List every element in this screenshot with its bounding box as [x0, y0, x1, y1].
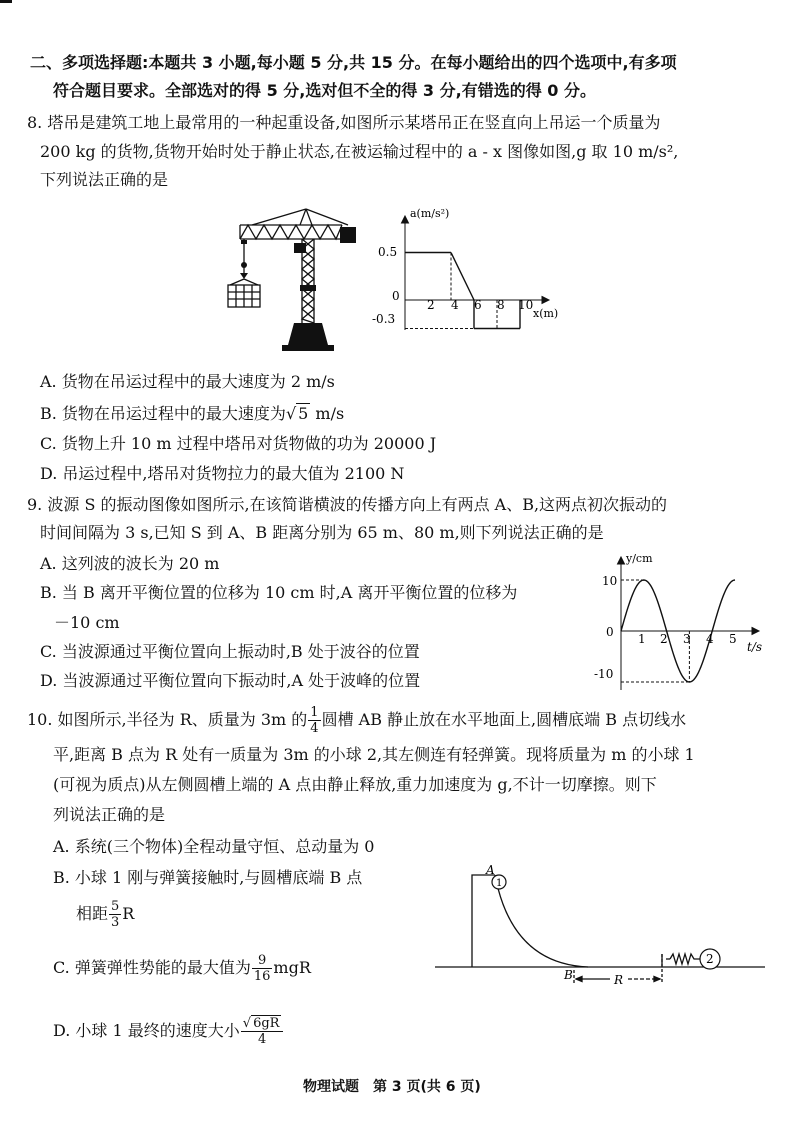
ball-1-label: 1: [496, 878, 503, 889]
q9-option-b-line2: －10 cm: [54, 613, 120, 632]
q8-option-a: A. 货物在吊运过程中的最大速度为 2 m/s: [40, 372, 335, 391]
tower-crane-figure: [222, 205, 372, 355]
q10-stem-line4: 列说法正确的是: [53, 805, 166, 824]
quarter-circle-arc: [495, 875, 588, 967]
q10-option-d: D. 小球 1 最终的速度大小 $\frac{√ 6gR}{4}$: [53, 1016, 284, 1047]
q10-stem-line2: 平,距离 B 点为 R 处有一质量为 3m 的小球 2,其左侧连有轻弹簧。现将质量为 m 的小球 1: [53, 745, 695, 764]
q10-stem-line3: (可视为质点)从左侧圆槽上端的 A 点由静止释放,重力加速度为 g,不计一切摩擦。则下: [53, 775, 657, 794]
point-b-label: B: [564, 968, 573, 982]
t-tick-5: 5: [729, 632, 737, 646]
x-tick-2: 2: [427, 298, 435, 312]
t-axis-label: t/s: [747, 640, 763, 654]
q9-yt-chart: [592, 548, 772, 698]
crane-counterweight: [340, 227, 356, 243]
q10-stem-line1: 10. 如图所示,半径为 R、质量为 3m 的 $\frac{1}{4}$ 圆槽 AB 静止放在水平地面上,圆槽底端 B 点切线水: [27, 705, 687, 736]
q10-option-c: C. 弹簧弹性势能的最大值为 $\frac{9}{16}$ mgR: [53, 953, 311, 984]
t-tick-1: 1: [638, 632, 646, 646]
section-header-line2: 符合题目要求。全部选对的得 5 分,选对但不全的得 3 分,有错选的得 0 分。: [53, 81, 596, 100]
groove-block: [472, 875, 495, 967]
q10-option-a: A. 系统(三个物体)全程动量守恒、总动量为 0: [53, 837, 375, 856]
q9-stem-line2: 时间间隔为 3 s,已知 S 到 A、B 距离分别为 65 m、80 m,则下列说法正确的是: [40, 523, 604, 542]
x-axis-label: x(m): [533, 307, 559, 320]
q8-option-c: C. 货物上升 10 m 过程中塔吊对货物做的功为 20000 J: [40, 434, 437, 453]
q8-option-d: D. 吊运过程中,塔吊对货物拉力的最大值为 2100 N: [40, 464, 405, 483]
y-tick-neg10: -10: [594, 667, 614, 681]
page-footer: 物理试题 第 3 页(共 6 页): [303, 1079, 481, 1095]
q10-option-b-line2: 相距 $\frac{5}{3}$ R: [76, 899, 135, 930]
q10-option-b-line1: B. 小球 1 刚与弹簧接触时,与圆槽底端 B 点: [53, 868, 363, 887]
q8-stem-line2: 200 kg 的货物,货物开始时处于静止状态,在被运输过程中的 a - x 图像如图,g 取 10 m/s²,: [40, 142, 679, 161]
y-tick-neg0.3: -0.3: [372, 312, 396, 326]
ball-2-label: 2: [706, 952, 714, 966]
q9-option-d: D. 当波源通过平衡位置向下振动时,A 处于波峰的位置: [40, 671, 421, 690]
quarter-fraction: $\frac{1}{4}$: [310, 705, 319, 736]
cargo-shape: [228, 279, 260, 307]
crane-cab-shape: [294, 243, 306, 253]
q9-stem-line1: 9. 波源 S 的振动图像如图所示,在该简谐横波的传播方向上有两点 A、B,这两点初次振动的: [27, 495, 668, 514]
q9-option-a: A. 这列波的波长为 20 m: [40, 554, 220, 573]
q8-option-b: B. 货物在吊运过程中的最大速度为√ 5 m/s: [40, 404, 345, 423]
x-tick-8: 8: [497, 298, 505, 312]
x-tick-6: 6: [474, 298, 482, 312]
t-tick-4: 4: [706, 632, 714, 646]
q9-option-c: C. 当波源通过平衡位置向上振动时,B 处于波谷的位置: [40, 642, 420, 661]
q8-stem-line3: 下列说法正确的是: [40, 170, 169, 189]
y-axis-label: a(m/s²): [410, 207, 450, 220]
q8-ax-chart: [370, 205, 560, 340]
y-tick-10: 10: [602, 574, 618, 588]
origin-label: 0: [392, 289, 400, 303]
spring-shape: [670, 954, 700, 964]
section-header-line1: 二、多项选择题:本题共 3 小题,每小题 5 分,共 15 分。在每小题给出的四个选项中,有多项: [30, 53, 677, 72]
point-a-label: A: [486, 863, 495, 877]
q10-groove-figure: [430, 858, 775, 998]
x-tick-4: 4: [451, 298, 459, 312]
q8-stem-line1: 8. 塔吊是建筑工地上最常用的一种起重设备,如图所示某塔吊正在竖直向上吊运一个质量为: [27, 113, 661, 132]
q9-option-b-line1: B. 当 B 离开平衡位置的位移为 10 cm 时,A 离开平衡位置的位移为: [40, 583, 518, 602]
scan-mark: [0, 0, 12, 3]
accel-segment-decreasing: [451, 253, 474, 301]
x-tick-10: 10: [518, 298, 534, 312]
t-tick-2: 2: [660, 632, 668, 646]
distance-r-label: R: [614, 973, 624, 987]
y-axis-label: y/cm: [626, 552, 653, 565]
origin-label: 0: [606, 625, 614, 639]
t-tick-3: 3: [683, 632, 691, 646]
y-tick-0.5: 0.5: [378, 245, 398, 259]
